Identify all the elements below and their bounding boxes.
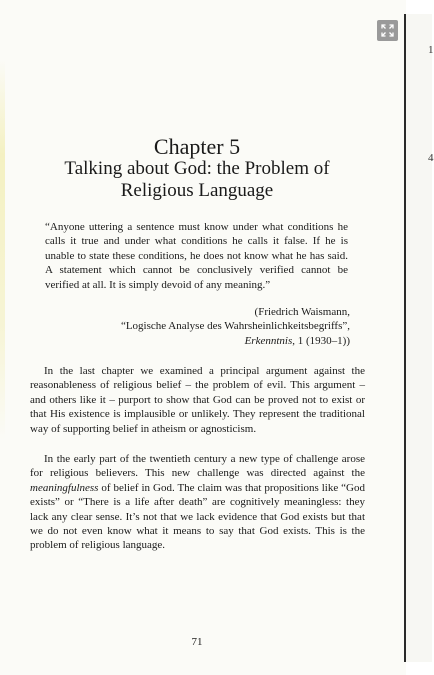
attribution-journal: Erkenntnis [244, 334, 293, 347]
next-page-glyph: 4 [428, 152, 434, 164]
next-page-glyph: 1 [428, 44, 434, 56]
body-paragraph-1: In the last chapter we examined a principal argument against the reasonableness of religious belief – the problem of evil. This argument – and others like it – purport to show that God can be proved not to exist or that His existence is implausible or unlikely. They represent the traditional way of supporting belief in atheism or agnosticism. [30, 365, 365, 435]
attribution-source [121, 334, 350, 348]
expand-icon [381, 24, 394, 37]
next-page-preview [406, 14, 432, 662]
epigraph-attribution [121, 305, 350, 348]
epigraph-quote: “Anyone uttering a sentence must know under what conditions he calls it true and under what conditions he calls it false. If he is unable to state these conditions, he does not know what he has said. A statement which cannot be conclusively verified cannot be verified at all. It is simply devoid of any meaning.” [45, 221, 348, 291]
body-paragraph-2 [30, 452, 365, 553]
chapter-title-line-1: Talking about God: the Problem of [64, 158, 330, 179]
paragraph-2-text-a: In the early part of the twentieth century a new type of challenge arose for religious believers. This new challenge was directed against the [30, 453, 365, 480]
paragraph-2-emphasis: meaningfulness [30, 481, 99, 494]
chapter-title-line-2: Religious Language [120, 180, 274, 201]
fullscreen-button[interactable] [377, 20, 398, 41]
attribution-work: “Logische Analyse des Wahrsheinlichkeitsbegriffs”, [120, 320, 350, 333]
paragraph-2-text-b: of belief in God. The claim was that propositions like “God exists” or “There is a life after death” are cognitively meaningless: they lack any clear sense. It’s not that we lack evidence that God exists but that we do not even know what it means to say that God exists. This is the problem of religious language. [30, 481, 365, 552]
attribution-author: (Friedrich Waismann, [254, 306, 350, 318]
page-number: 71 [191, 636, 203, 648]
chapter-title [40, 158, 354, 202]
page-stain [0, 60, 5, 440]
chapter-number: Chapter 5 [153, 134, 241, 159]
attribution-issue: , 1 (1930–1)) [292, 334, 350, 347]
